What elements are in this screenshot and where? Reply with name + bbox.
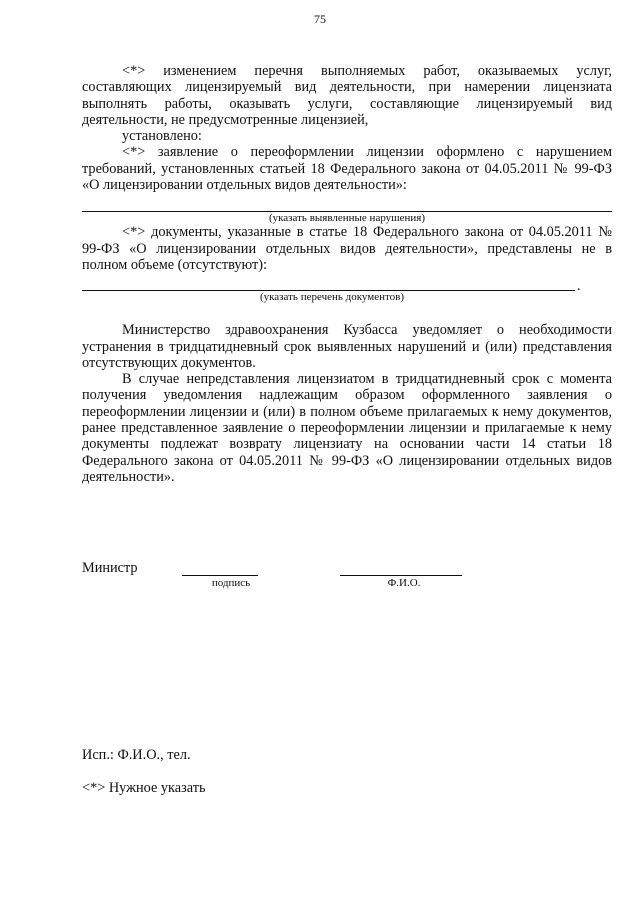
name-line [340, 575, 462, 576]
signature-line [182, 575, 258, 576]
documents-caption: (указать перечень документов) [259, 291, 405, 304]
paragraph-return-conditions: В случае непредставления лицензиатом в тридцатидневный срок с момента получения уведомления надлежащим образом оформленного заявления о переоформлении лицензии и (или) в полном объеме прилагаемых к нему документов, ранее представленное заявление о переоформлении лицензии и прилагаемые к нему документы подлежат возврату лицензиату на основании части 14 статьи 18 Федерального закона от 04.05.2011 № 99-ФЗ «О лицензировании отдельных видов деятельности». [82, 371, 612, 485]
executor-line: Исп.: Ф.И.О., тел. [82, 747, 191, 763]
signature-caption: подпись [211, 577, 251, 589]
document-body [82, 63, 612, 485]
paragraph-work-changes: <*> изменением перечня выполняемых работ, оказываемых услуг, составляющих лицензируемый вид деятельности, при намерении лицензиата выполнять работы, оказывать услуги, составляющие лицензируемый вид деятельности, не предусмотренные лицензией, [82, 63, 612, 128]
page-number: 75 [314, 12, 326, 26]
paragraph-missing-documents: <*> документы, указанные в статье 18 Федерального закона от 04.05.2011 № 99-ФЗ «О лицензировании отдельных видов деятельности», представлены не в полном объеме (отсутствуют): [82, 224, 612, 273]
paragraph-established: установлено: [122, 128, 202, 145]
name-caption: Ф.И.О. [387, 577, 421, 589]
documents-fill-line [82, 290, 575, 291]
paragraph-ministry-notice: Министерство здравоохранения Кузбасса уведомляет о необходимости устранения в тридцатидневный срок выявленных нарушений и (или) представления отсутствующих документов. [82, 322, 612, 371]
signer-title: Министр [82, 560, 138, 576]
documents-line-period: . [577, 277, 581, 294]
footnote: <*> Нужное указать [82, 780, 206, 796]
paragraph-violations: <*> заявление о переоформлении лицензии оформлено с нарушением требований, установленных статьей 18 Федерального закона от 04.05.2011 № 99-ФЗ «О лицензировании отдельных видов деятельности»: [82, 144, 612, 194]
signature-block [82, 560, 612, 600]
violations-caption: (указать выявленные нарушения) [268, 212, 426, 225]
